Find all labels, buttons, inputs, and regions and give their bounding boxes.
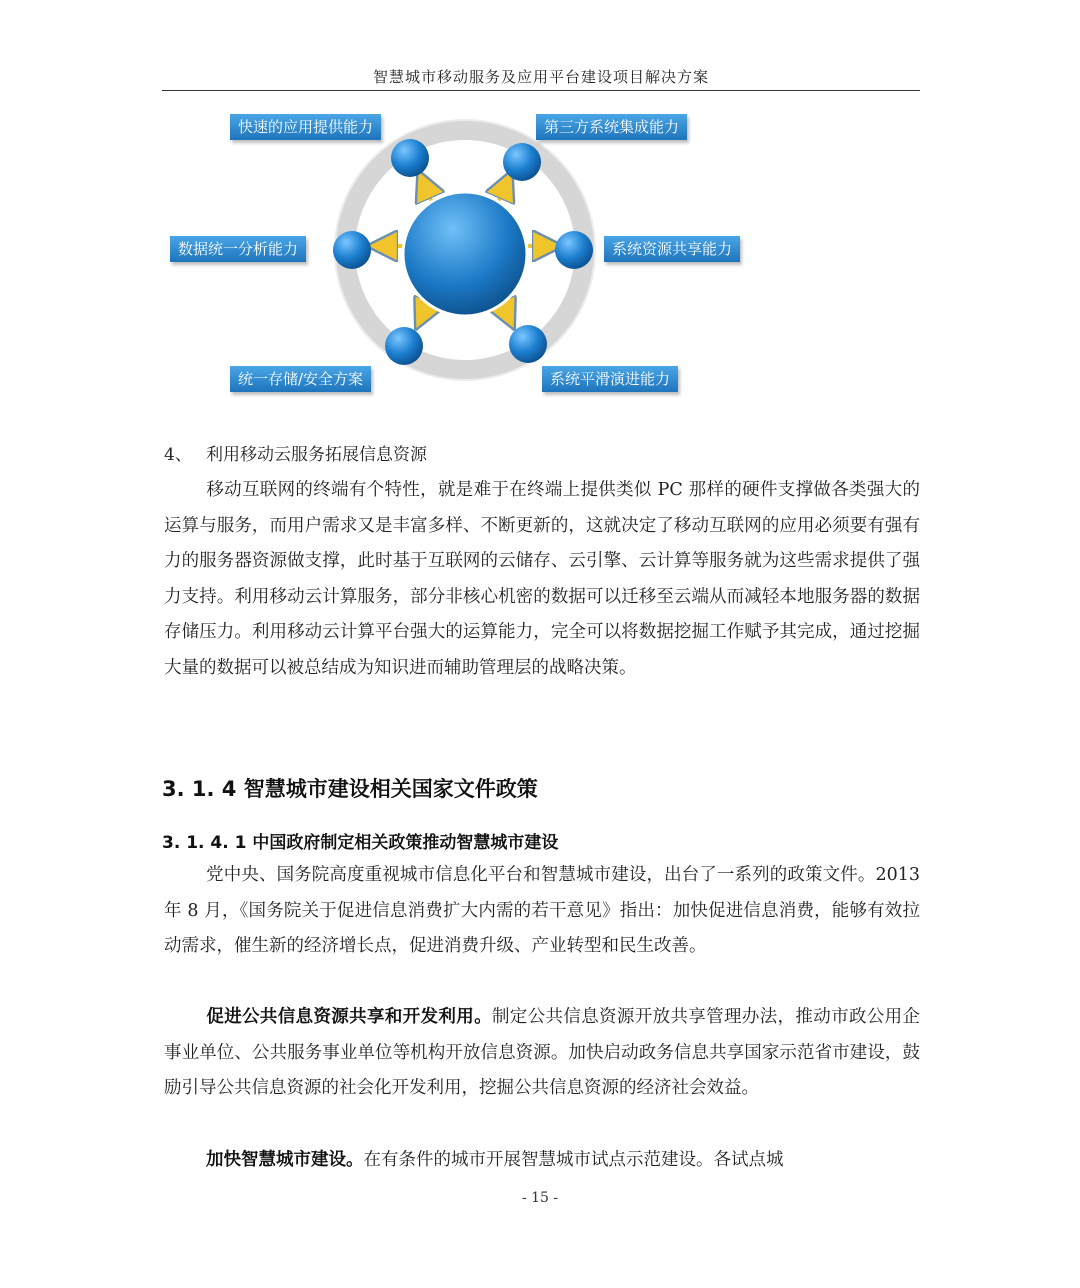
label-top-left: 快速的应用提供能力 bbox=[230, 114, 381, 140]
section-3141-heading: 3. 1. 4. 1 中国政府制定相关政策推动智慧城市建设 bbox=[162, 833, 559, 853]
page-number: - 15 - bbox=[521, 1190, 559, 1206]
node-top-left bbox=[391, 139, 429, 177]
para2-lead: 促进公共信息资源共享和开发利用。 bbox=[206, 1007, 492, 1027]
label-mid-right: 系统资源共享能力 bbox=[604, 236, 740, 262]
node-bottom-left bbox=[385, 327, 423, 365]
center-label-line1: 智慧城市 bbox=[586, 318, 663, 340]
node-bottom-right bbox=[509, 325, 547, 363]
para2-text: 制定公共信息资源开放共享管理办法，推动市政公用企事业单位、公共服务事业单位等机构开放信息资源。加快启动政务信息共享国家示范省市建设，鼓励引导公共信息资源的社会化开发利用，挖掘公共信息资源的经济社会效益。 bbox=[164, 1007, 921, 1098]
label-bottom-left: 统一存储/安全方案 bbox=[230, 366, 371, 392]
header-rule bbox=[162, 90, 920, 91]
node-top-right bbox=[503, 143, 541, 181]
para3-text: 在有条件的城市开展智慧城市试点示范建设。各试点城 bbox=[363, 1150, 784, 1170]
para3-lead: 加快智慧城市建设。 bbox=[206, 1150, 364, 1170]
section-4-heading bbox=[164, 440, 427, 465]
section-4-number: 4、 bbox=[164, 445, 192, 465]
running-header: 智慧城市移动服务及应用平台建设项目解决方案 bbox=[372, 68, 709, 86]
section-3141-paragraph-2 bbox=[164, 1000, 920, 1107]
center-node bbox=[403, 192, 527, 316]
node-mid-left bbox=[333, 231, 371, 269]
para1-text: 党中央、国务院高度重视城市信息化平台和智慧城市建设，出台了一系列的政策文件。2013 年 8 月，《国务院关于促进信息消费扩大内需的若干意见》指出：加快促进信息消费，能够有效拉动需求，催生新的经济增长点，促进消费升级、产业转型和民生改善。 bbox=[164, 865, 920, 956]
section-4-paragraph bbox=[164, 473, 920, 686]
section-4-title: 利用移动云服务拓展信息资源 bbox=[206, 445, 427, 465]
center-node-label bbox=[560, 317, 690, 367]
node-mid-right bbox=[555, 231, 593, 269]
label-mid-left: 数据统一分析能力 bbox=[170, 236, 306, 262]
center-label-line2: 移动平台 bbox=[586, 343, 663, 365]
section-4-body: 移动互联网的终端有个特性，就是难于在终端上提供类似 PC 那样的硬件支撑做各类强大的运算与服务，而用户需求又是丰富多样、不断更新的，这就决定了移动互联网的应用必须要有强有力的服务器资源做支撑，此时基于互联网的云储存、云引擎、云计算等服务就为这些需求提供了强力支持。利用移动云计算服务，部分非核心机密的数据可以迁移至云端从而减轻本地服务器的数据存储压力。利用移动云计算平台强大的运算能力，完全可以将数据挖掘工作赋予其完成，通过挖掘大量的数据可以被总结成为知识进而辅助管理层的战略决策。 bbox=[164, 480, 920, 678]
label-bottom-right: 系统平滑演进能力 bbox=[542, 366, 678, 392]
capability-diagram bbox=[160, 100, 780, 410]
label-top-right: 第三方系统集成能力 bbox=[536, 114, 687, 140]
section-314-heading: 3. 1. 4 智慧城市建设相关国家文件政策 bbox=[162, 777, 538, 801]
section-3141-paragraph-1 bbox=[164, 858, 920, 965]
section-3141-paragraph-3 bbox=[164, 1143, 920, 1179]
